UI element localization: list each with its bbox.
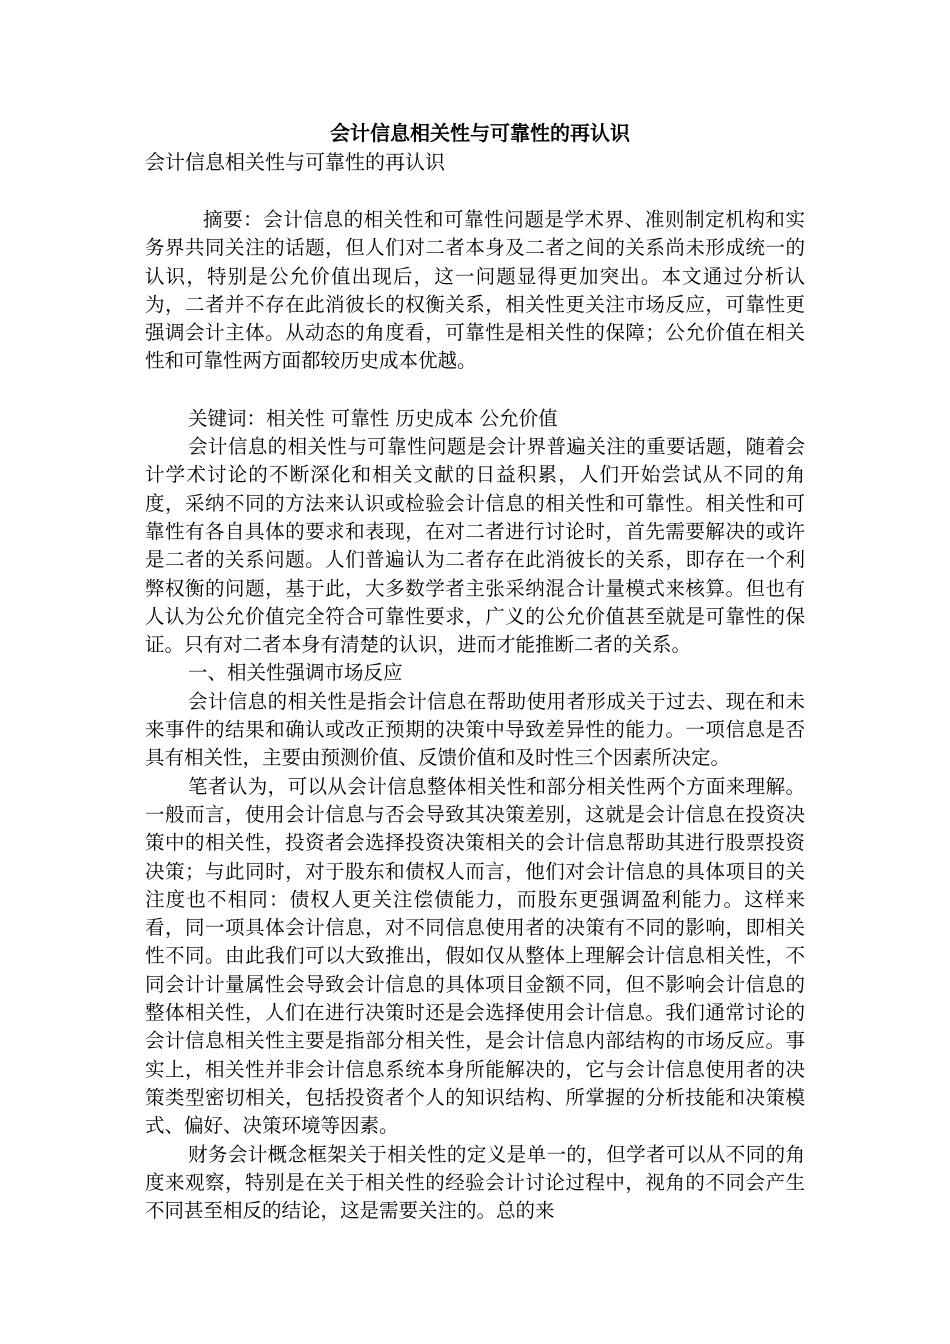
- blank-line: [145, 376, 805, 405]
- body-paragraph: 会计信息的相关性与可靠性问题是会计界普遍关注的重要话题，随着会计学术讨论的不断深化和相关文献的日益积累，人们开始尝试从不同的角度，采纳不同的方法来认识或检验会计信息的相关性和可靠性。相关性和可靠性有各自具体的要求和表现，在对二者进行讨论时，首先需要解决的或许是二者的关系问题。人们普遍认为二者存在此消彼长的关系，即存在一个利弊权衡的问题，基于此，大多数学者主张采纳混合计量模式来核算。但也有人认为公允价值完全符合可靠性要求，广义的公允价值甚至就是可靠性的保证。只有对二者本身有清楚的认识，进而才能推断二者的关系。: [145, 435, 805, 657]
- body-paragraph: 笔者认为，可以从会计信息整体相关性和部分相关性两个方面来理解。一般而言，使用会计信息与否会导致其决策差别，这就是会计信息在投资决策中的相关性，投资者会选择投资决策相关的会计信息帮助其进行股票投资决策；与此同时，对于股东和债权人而言，他们对会计信息的具体项目的关注度也不相同：债权人更关注偿债能力，而股东更强调盈利能力。这样来看，同一项具体会计信息，对不同信息使用者的决策有不同的影响，即相关性不同。由此我们可以大致推出，假如仅从整体上理解会计信息相关性，不同会计计量属性会导致会计信息的具体项目金额不同，但不影响会计信息的整体相关性，人们在进行决策时还是会选择使用会计信息。我们通常讨论的会计信息相关性主要是指部分相关性，是会计信息内部结构的市场反应。事实上，相关性并非会计信息系统本身所能解决的，它与会计信息使用者的决策类型密切相关，包括投资者个人的知识结构、所掌握的分析技能和决策模式、偏好、决策环境等因素。: [145, 774, 805, 1138]
- keywords-line: 关键词：相关性 可靠性 历史成本 公允价值: [188, 406, 558, 430]
- abstract-paragraph: 摘要：会计信息的相关性和可靠性问题是学术界、准则制定机构和实务界共同关注的话题，但人们对二者本身及二者之间的关系尚未形成统一的认识，特别是公允价值出现后，这一问题显得更加突出。本文通过分析认为，二者并不存在此消彼长的权衡关系，相关性更关注市场反应，可靠性更强调会计主体。从动态的角度看，可靠性是相关性的保障；公允价值在相关性和可靠性两方面都较历史成本优越。: [145, 208, 805, 373]
- document-title: 会计信息相关性与可靠性的再认识: [330, 121, 630, 145]
- body-paragraph: 会计信息的相关性是指会计信息在帮助使用者形成关于过去、现在和未来事件的结果和确认或改正预期的决策中导致差异性的能力。一项信息是否具有相关性，主要由预测价值、反馈价值和及时性三个因素所决定。: [145, 689, 805, 770]
- body-paragraph: 财务会计概念框架关于相关性的定义是单一的，但学者可以从不同的角度来观察，特别是在关于相关性的经验会计讨论过程中，视角的不同会产生不同甚至相反的结论，这是需要关注的。总的来: [145, 1142, 805, 1223]
- document-subtitle: 会计信息相关性与可靠性的再认识: [145, 150, 445, 174]
- blank-line: [145, 177, 805, 206]
- section-heading: 一、相关性强调市场反应: [188, 661, 403, 685]
- document-page: [145, 118, 805, 1225]
